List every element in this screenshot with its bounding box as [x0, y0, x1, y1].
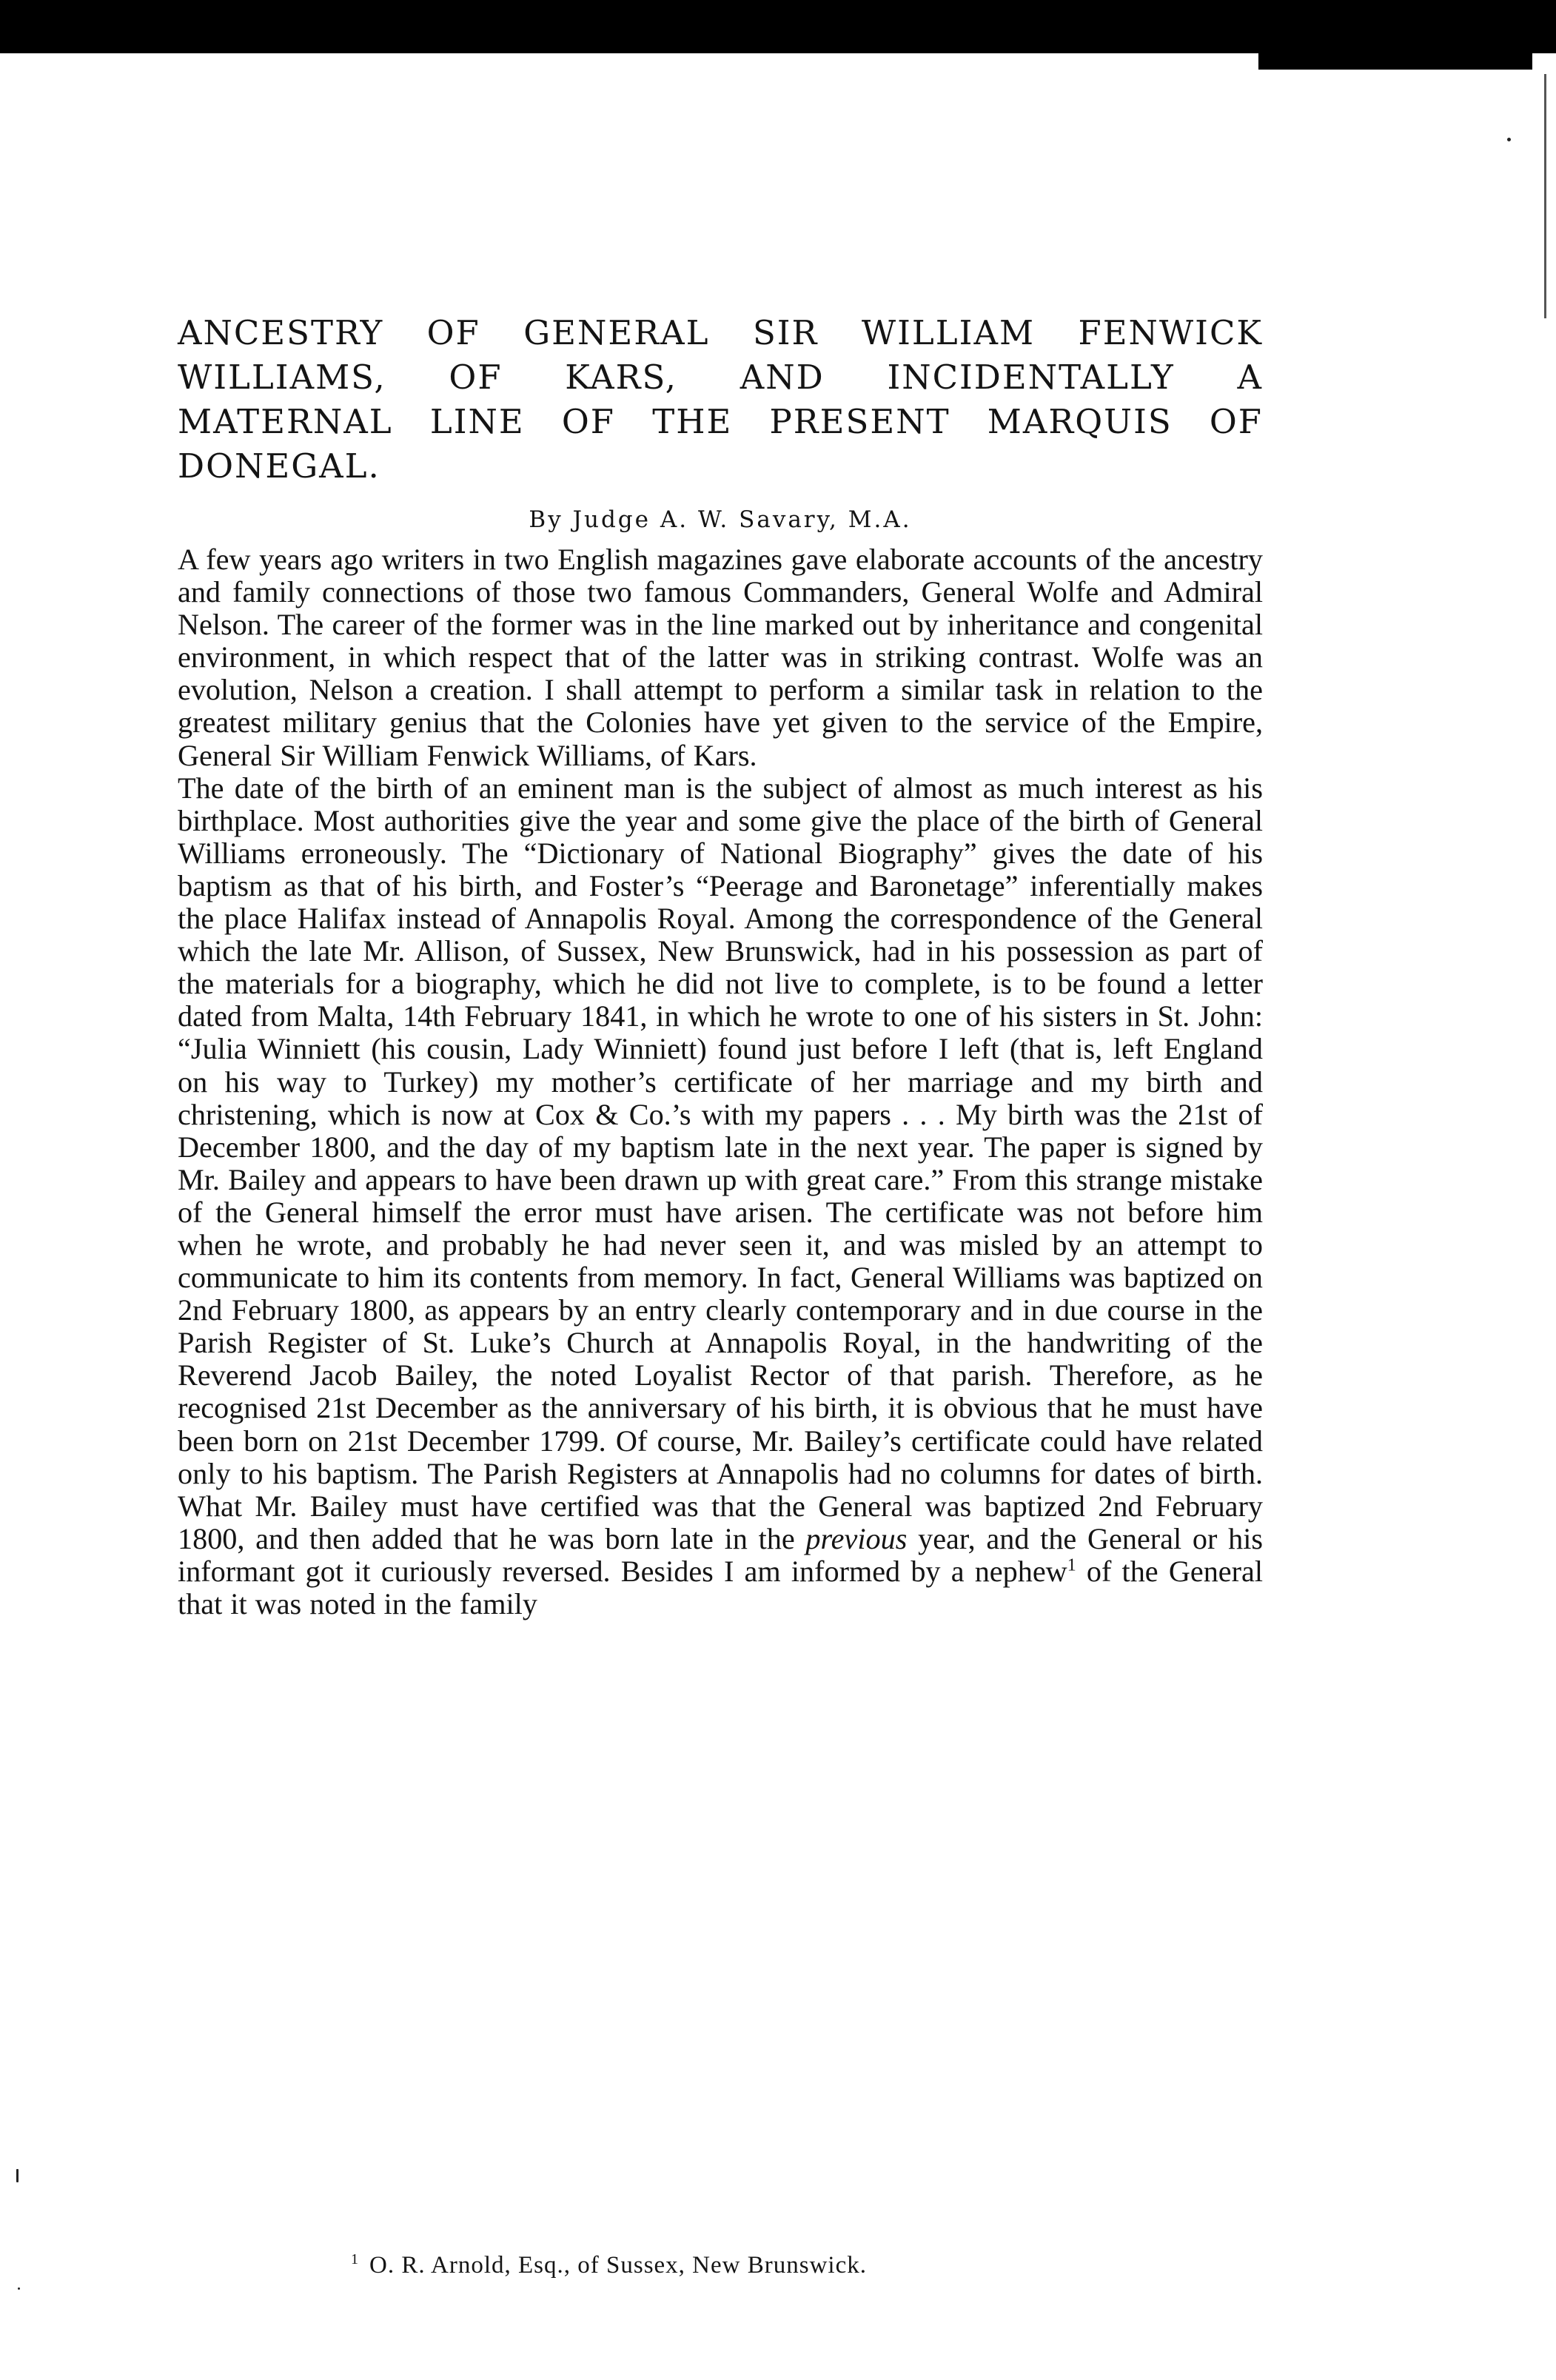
body-paragraph: A few years ago writers in two English magazines gave elaborate accounts of the ancestry and family connections of those two famous Commanders, General Wolfe and Admiral Nelson. The career of the former was in the line marked out by inheritance and congenital environment, in which respect that of the latter was in striking contrast. Wolfe was an evolution, Nelson a creation. I shall attempt to perform a similar task in relation to the greatest military genius that the Colonies have yet given to the service of the Empire, General Sir William Fenwick Williams, of Kars. — [178, 543, 1263, 772]
scan-speck — [18, 2287, 20, 2290]
footnote-marker: 1 — [351, 2251, 359, 2267]
footnote — [351, 2245, 867, 2280]
scan-speck — [1507, 138, 1511, 141]
article-body — [178, 543, 1263, 1620]
footnote-reference: 1 — [1067, 1555, 1076, 1575]
author-byline: By Judge A. W. Savary, M.A. — [529, 506, 912, 533]
title-line: WILLIAMS, OF KARS, AND INCIDENTALLY A — [178, 358, 1263, 397]
article-title — [178, 311, 1263, 489]
body-paragraph — [178, 772, 1263, 1620]
paragraph-text: year, and the General or his informant got it curiously reversed. Besides I am informed by a nephew — [178, 1521, 1264, 1588]
emphasis-text: previous — [805, 1521, 908, 1555]
paragraph-text: of the General that it was noted in the family — [178, 1554, 1264, 1620]
paragraph-text: The date of the birth of an eminent man is the subject of almost as much interest as his birthplace. Most authorities give the year and some give the place of the birth of General Williams erroneously. The “Dictionary of National Biography” gives the date of his baptism as that of his birth, and Foster’s “Peerage and Baronetage” inferentially makes the place Halifax instead of Annapolis Royal. Among the correspondence of the General which the late Mr. Allison, of Sussex, New Brunswick, had in his possession as part of the materials for a biography, which he did not live to complete, is to be found a letter dated from Malta, 14th February 1841, in which he wrote to one of his sisters in St. John: “Julia Winniett (his cousin, Lady Winniett) found just before I left (that is, left England on his way to Turkey) my mother’s certificate of her marriage and my birth and christening, which is now at Cox & Co.’s with my papers . . . My birth was the 21st of December 1800, and the day of my baptism late in the next year. The paper is signed by Mr. Bailey and appears to have been drawn up with great care.” From this strange mistake of the General himself the error must have arisen. The certificate was not before him when he wrote, and probably he had never seen it, and was misled by an attempt to communicate to him its contents from memory. In fact, General Williams was baptized on 2nd February 1800, as appears by an entry clearly contemporary and in due course in the Parish Register of St. Luke’s Church at Annapolis Royal, in the handwriting of the Reverend Jacob Bailey, the noted Loyalist Rector of that parish. Therefore, as he recognised 21st December as the anniversary of his birth, it is obvious that he must have been born on 21st December 1799. Of course, Mr. Bailey’s certificate could have related only to his baptism. The Parish Registers at Annapolis had no columns for dates of birth. What Mr. Bailey must have certified was that the General was baptized 2nd February 1800, and then added that he was born late in the — [178, 771, 1263, 1555]
article-page — [178, 311, 1263, 1620]
title-line: MATERNAL LINE OF THE PRESENT MARQUIS OF — [178, 402, 1263, 441]
footnote-text: O. R. Arnold, Esq., of Sussex, New Brunswick. — [369, 2252, 867, 2279]
scan-top-border-notch — [1258, 44, 1532, 70]
scan-speck — [16, 2169, 19, 2182]
scan-right-edge-line — [1544, 74, 1546, 318]
title-line: DONEGAL. — [178, 446, 380, 486]
title-line: ANCESTRY OF GENERAL SIR WILLIAM FENWICK — [178, 313, 1263, 352]
